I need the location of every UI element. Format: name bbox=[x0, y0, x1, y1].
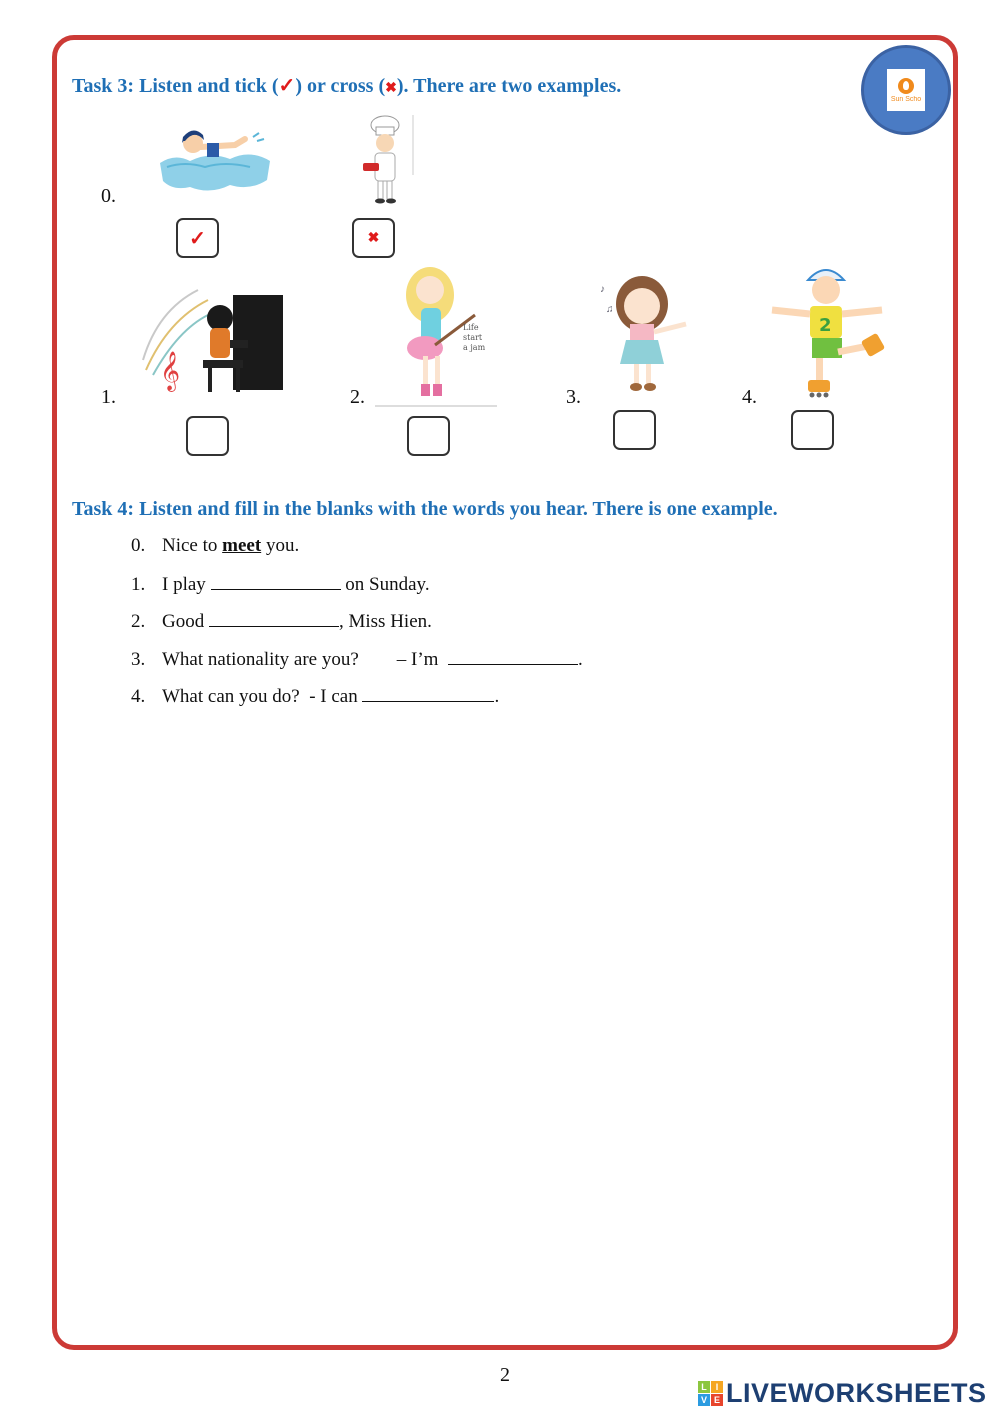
example-answer: meet bbox=[222, 535, 262, 556]
guitar-image bbox=[375, 260, 500, 408]
svg-text:2: 2 bbox=[819, 315, 832, 336]
liveworksheets-logo[interactable] bbox=[698, 1378, 987, 1409]
fill-item-4 bbox=[131, 685, 583, 723]
question-3-answer-box[interactable] bbox=[613, 410, 656, 450]
question-3-number: 3. bbox=[566, 386, 581, 408]
svg-text:a jam: a jam bbox=[463, 343, 486, 352]
item-text-before: Good bbox=[162, 611, 209, 633]
item-text-before: What can you do? - I can bbox=[162, 686, 363, 708]
page-number: 2 bbox=[500, 1364, 510, 1386]
svg-text:𝄞: 𝄞 bbox=[160, 351, 181, 391]
fill-in-list bbox=[131, 535, 583, 723]
live-tiles-icon bbox=[698, 1381, 723, 1406]
item-number: 4. bbox=[131, 686, 146, 708]
item-number: 0. bbox=[131, 535, 146, 556]
question-4-number: 4. bbox=[742, 386, 757, 408]
school-logo-text: Sun Scho bbox=[890, 95, 922, 103]
piano-image bbox=[138, 270, 298, 400]
question-2-answer-box[interactable] bbox=[407, 416, 450, 456]
task4-title: Task 4: Listen and fill in the blanks with the words you hear. There is one example. bbox=[72, 498, 778, 520]
question-1-number: 1. bbox=[101, 386, 116, 408]
question-1-answer-box[interactable] bbox=[186, 416, 229, 456]
item-text-before: Nice to bbox=[162, 535, 223, 556]
answer-blank-2[interactable] bbox=[209, 610, 339, 627]
item-text-after: . bbox=[577, 648, 583, 670]
sun-icon bbox=[898, 78, 914, 94]
item-text-after: , Miss Hien. bbox=[338, 611, 432, 633]
item-number: 1. bbox=[131, 573, 146, 595]
answer-blank-3[interactable] bbox=[448, 648, 578, 665]
singing-image bbox=[596, 268, 692, 396]
svg-text:♫: ♫ bbox=[606, 304, 614, 315]
example-cross-box[interactable]: ✖ bbox=[352, 218, 395, 258]
task3-title-suffix: ). There are two examples. bbox=[396, 75, 622, 97]
item-number: 2. bbox=[131, 611, 146, 633]
example-tick-box[interactable]: ✓ bbox=[176, 218, 219, 258]
tile-i: I bbox=[711, 1381, 723, 1393]
fill-item-0 bbox=[131, 535, 583, 573]
swimming-image bbox=[155, 125, 275, 200]
item-text-after: you. bbox=[261, 535, 300, 556]
tick-icon: ✓ bbox=[278, 75, 296, 97]
chef-image bbox=[355, 113, 425, 205]
answer-blank-1[interactable] bbox=[211, 573, 341, 590]
answer-blank-4[interactable] bbox=[362, 685, 494, 702]
fill-item-2 bbox=[131, 610, 583, 648]
item-text-after: . bbox=[494, 686, 500, 708]
school-logo-badge bbox=[861, 45, 951, 135]
question-2-number: 2. bbox=[350, 386, 365, 408]
task3-title bbox=[72, 73, 621, 98]
tile-e: E bbox=[711, 1394, 723, 1406]
task3-title-middle: ) or cross ( bbox=[295, 75, 386, 97]
svg-text:start: start bbox=[463, 333, 483, 342]
item-number: 3. bbox=[131, 648, 146, 670]
task3-title-prefix: Task 3: Listen and tick ( bbox=[72, 75, 279, 97]
question-4-answer-box[interactable] bbox=[791, 410, 834, 450]
fill-item-3 bbox=[131, 648, 583, 686]
item-text-after: on Sunday. bbox=[340, 573, 430, 595]
school-logo bbox=[887, 69, 925, 111]
item-text-before: What nationality are you? – I’m bbox=[162, 648, 448, 670]
tile-l: L bbox=[698, 1381, 710, 1393]
svg-text:♪: ♪ bbox=[600, 284, 605, 295]
item-text-before: I play bbox=[162, 573, 211, 595]
fill-item-1 bbox=[131, 573, 583, 611]
cross-icon: ✖ bbox=[385, 81, 397, 96]
svg-text:Life: Life bbox=[463, 323, 479, 332]
tile-v: V bbox=[698, 1394, 710, 1406]
roller-skating-image bbox=[768, 262, 890, 407]
liveworksheets-brand: LIVEWORKSHEETS bbox=[726, 1378, 987, 1408]
example-number: 0. bbox=[101, 185, 116, 207]
